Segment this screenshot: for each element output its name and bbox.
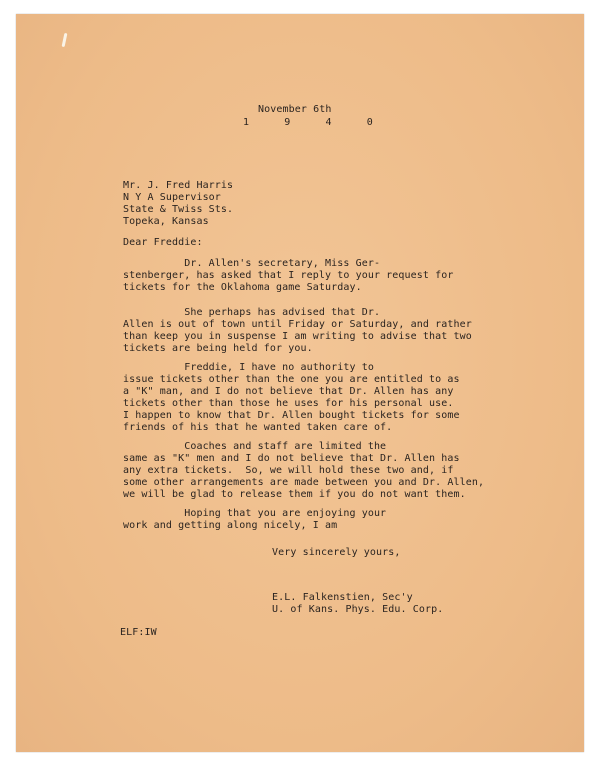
recipient-city: Topeka, Kansas xyxy=(123,216,209,227)
typist-initials: ELF:IW xyxy=(120,627,157,638)
body-line: I happen to know that Dr. Allen bought tickets for some xyxy=(123,410,460,421)
body-line: same as "K" men and I do not believe that Dr. Allen has xyxy=(123,453,460,464)
body-line: we will be glad to release them if you do not want them. xyxy=(123,489,466,500)
body-line: any extra tickets. So, we will hold these two and, if xyxy=(123,465,454,476)
recipient-street: State & Twiss Sts. xyxy=(123,204,234,215)
body-line: work and getting along nicely, I am xyxy=(123,520,338,531)
body-line: stenberger, has asked that I reply to your request for xyxy=(123,270,454,281)
recipient-name: Mr. J. Fred Harris xyxy=(123,180,234,191)
recipient-title: N Y A Supervisor xyxy=(123,192,221,203)
signature-org: U. of Kans. Phys. Edu. Corp. xyxy=(272,604,444,615)
letter-date: November 6th xyxy=(258,104,332,115)
body-line: Hoping that you are enjoying your xyxy=(123,508,387,519)
body-line: Dr. Allen's secretary, Miss Ger- xyxy=(123,258,381,269)
body-line: Freddie, I have no authority to xyxy=(123,362,374,373)
body-line: Allen is out of town until Friday or Saturday, and rather xyxy=(123,319,472,330)
body-line: than keep you in suspense I am writing to advise that two xyxy=(123,331,472,342)
body-line: a "K" man, and I do not believe that Dr. Allen has any xyxy=(123,386,454,397)
body-line: tickets are being held for you. xyxy=(123,343,313,354)
body-line: She perhaps has advised that Dr. xyxy=(123,307,381,318)
body-line: Coaches and staff are limited the xyxy=(123,441,387,452)
letter-year: 1 9 4 0 xyxy=(243,117,388,128)
body-line: issue tickets other than the one you are entitled to as xyxy=(123,374,460,385)
body-line: tickets for the Oklahoma game Saturday. xyxy=(123,282,362,293)
body-line: tickets other than those he uses for his personal use. xyxy=(123,398,454,409)
closing: Very sincerely yours, xyxy=(272,547,401,558)
body-line: friends of his that he wanted taken care of. xyxy=(123,422,393,433)
salutation: Dear Freddie: xyxy=(123,237,203,248)
body-line: some other arrangements are made between you and Dr. Allen, xyxy=(123,477,485,488)
signature-name: E.L. Falkenstien, Sec'y xyxy=(272,592,413,603)
